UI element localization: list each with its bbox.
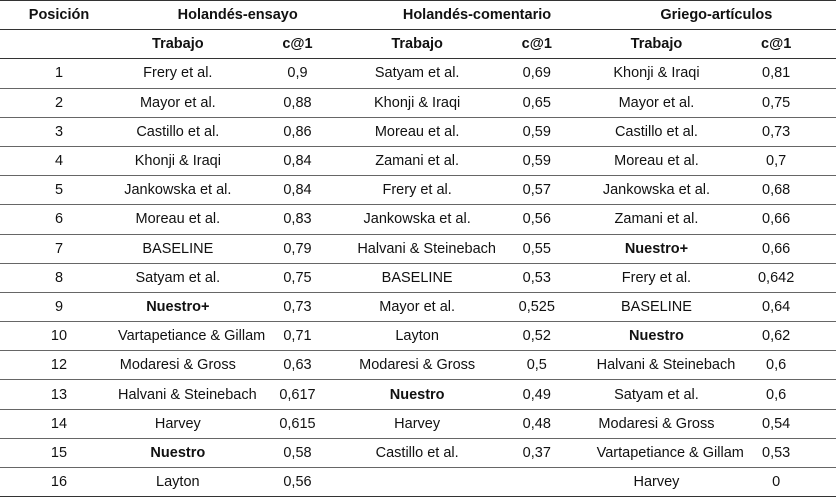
table-row bbox=[0, 263, 836, 292]
work-cell: Nuestro bbox=[118, 438, 238, 467]
position-cell: 4 bbox=[0, 146, 118, 175]
work-cell: Castillo et al. bbox=[597, 117, 717, 146]
position-cell: 16 bbox=[0, 468, 118, 497]
work-cell: Harvey bbox=[597, 468, 717, 497]
work-cell: Frery et al. bbox=[118, 59, 238, 88]
empty-header-cell bbox=[0, 30, 118, 59]
score-cell: 0,84 bbox=[238, 146, 358, 175]
work-cell: Mayor et al. bbox=[357, 292, 477, 321]
position-cell: 8 bbox=[0, 263, 118, 292]
score-cell: 0,73 bbox=[716, 117, 836, 146]
work-header: Trabajo bbox=[597, 30, 717, 59]
score-cell: 0,66 bbox=[716, 234, 836, 263]
score-header: c@1 bbox=[238, 30, 358, 59]
score-cell: 0,53 bbox=[716, 438, 836, 467]
score-cell: 0,37 bbox=[477, 438, 597, 467]
table-body bbox=[0, 59, 836, 497]
table-row bbox=[0, 351, 836, 380]
work-cell bbox=[357, 468, 477, 497]
score-cell bbox=[477, 468, 597, 497]
work-cell: Layton bbox=[118, 468, 238, 497]
work-cell: Zamani et al. bbox=[357, 146, 477, 175]
table-row bbox=[0, 468, 836, 497]
work-cell: Khonji & Iraqi bbox=[118, 146, 238, 175]
position-cell: 12 bbox=[0, 351, 118, 380]
position-cell: 10 bbox=[0, 322, 118, 351]
group-header-row bbox=[0, 1, 836, 30]
group-header-greek-articles: Griego-artículos bbox=[597, 1, 836, 30]
position-cell: 6 bbox=[0, 205, 118, 234]
work-cell: Satyam et al. bbox=[597, 380, 717, 409]
score-cell: 0,69 bbox=[477, 59, 597, 88]
table-row bbox=[0, 59, 836, 88]
score-cell: 0,71 bbox=[238, 322, 358, 351]
position-cell: 3 bbox=[0, 117, 118, 146]
score-cell: 0,83 bbox=[238, 205, 358, 234]
work-cell: Nuestro+ bbox=[597, 234, 717, 263]
score-cell: 0,54 bbox=[716, 409, 836, 438]
work-cell: Castillo et al. bbox=[118, 117, 238, 146]
work-cell: Moreau et al. bbox=[597, 146, 717, 175]
work-cell: Halvani & Steinebach bbox=[357, 234, 477, 263]
work-cell: Modaresi & Gross bbox=[597, 409, 717, 438]
table-row bbox=[0, 292, 836, 321]
score-cell: 0,57 bbox=[477, 176, 597, 205]
score-cell: 0,9 bbox=[238, 59, 358, 88]
work-cell: Jankowska et al. bbox=[597, 176, 717, 205]
score-cell: 0,48 bbox=[477, 409, 597, 438]
score-cell: 0,56 bbox=[477, 205, 597, 234]
sub-header-row bbox=[0, 30, 836, 59]
work-cell: Mayor et al. bbox=[118, 88, 238, 117]
score-cell: 0,642 bbox=[716, 263, 836, 292]
table-row bbox=[0, 88, 836, 117]
score-cell: 0,65 bbox=[477, 88, 597, 117]
group-header-dutch-review: Holandés-comentario bbox=[357, 1, 596, 30]
score-cell: 0,53 bbox=[477, 263, 597, 292]
work-cell: Nuestro bbox=[597, 322, 717, 351]
score-cell: 0,6 bbox=[716, 380, 836, 409]
table-row bbox=[0, 438, 836, 467]
table-row bbox=[0, 205, 836, 234]
work-cell: Nuestro bbox=[357, 380, 477, 409]
score-cell: 0,81 bbox=[716, 59, 836, 88]
position-cell: 15 bbox=[0, 438, 118, 467]
position-cell: 5 bbox=[0, 176, 118, 205]
work-cell: Modaresi & Gross bbox=[118, 351, 238, 380]
work-header: Trabajo bbox=[118, 30, 238, 59]
score-cell: 0,5 bbox=[477, 351, 597, 380]
work-cell: Satyam et al. bbox=[357, 59, 477, 88]
score-cell: 0,49 bbox=[477, 380, 597, 409]
work-cell: Vartapetiance & Gillam bbox=[597, 438, 717, 467]
work-cell: Zamani et al. bbox=[597, 205, 717, 234]
position-cell: 1 bbox=[0, 59, 118, 88]
work-cell: Layton bbox=[357, 322, 477, 351]
score-cell: 0,73 bbox=[238, 292, 358, 321]
table-row bbox=[0, 234, 836, 263]
work-cell: Harvey bbox=[118, 409, 238, 438]
work-cell: Jankowska et al. bbox=[357, 205, 477, 234]
score-cell: 0,617 bbox=[238, 380, 358, 409]
score-cell: 0,63 bbox=[238, 351, 358, 380]
table-row bbox=[0, 146, 836, 175]
work-cell: BASELINE bbox=[597, 292, 717, 321]
score-cell: 0,615 bbox=[238, 409, 358, 438]
score-cell: 0,56 bbox=[238, 468, 358, 497]
work-header: Trabajo bbox=[357, 30, 477, 59]
score-cell: 0,525 bbox=[477, 292, 597, 321]
score-cell: 0,7 bbox=[716, 146, 836, 175]
score-cell: 0,64 bbox=[716, 292, 836, 321]
work-cell: Mayor et al. bbox=[597, 88, 717, 117]
table-row bbox=[0, 322, 836, 351]
work-cell: Modaresi & Gross bbox=[357, 351, 477, 380]
score-cell: 0,66 bbox=[716, 205, 836, 234]
score-cell: 0,86 bbox=[238, 117, 358, 146]
score-cell: 0,55 bbox=[477, 234, 597, 263]
position-cell: 14 bbox=[0, 409, 118, 438]
score-cell: 0 bbox=[716, 468, 836, 497]
work-cell: BASELINE bbox=[357, 263, 477, 292]
score-cell: 0,79 bbox=[238, 234, 358, 263]
work-cell: Satyam et al. bbox=[118, 263, 238, 292]
position-cell: 9 bbox=[0, 292, 118, 321]
score-cell: 0,58 bbox=[238, 438, 358, 467]
table-row bbox=[0, 117, 836, 146]
work-cell: Halvani & Steinebach bbox=[597, 351, 717, 380]
work-cell: Khonji & Iraqi bbox=[597, 59, 717, 88]
score-cell: 0,59 bbox=[477, 146, 597, 175]
work-cell: Castillo et al. bbox=[357, 438, 477, 467]
table-row bbox=[0, 380, 836, 409]
work-cell: Nuestro+ bbox=[118, 292, 238, 321]
score-cell: 0,6 bbox=[716, 351, 836, 380]
position-cell: 7 bbox=[0, 234, 118, 263]
score-cell: 0,68 bbox=[716, 176, 836, 205]
work-cell: Moreau et al. bbox=[357, 117, 477, 146]
score-cell: 0,88 bbox=[238, 88, 358, 117]
work-cell: Harvey bbox=[357, 409, 477, 438]
work-cell: Vartapetiance & Gillam bbox=[118, 322, 238, 351]
score-cell: 0,59 bbox=[477, 117, 597, 146]
position-cell: 13 bbox=[0, 380, 118, 409]
score-header: c@1 bbox=[477, 30, 597, 59]
position-header: Posición bbox=[0, 1, 118, 30]
work-cell: Khonji & Iraqi bbox=[357, 88, 477, 117]
work-cell: Halvani & Steinebach bbox=[118, 380, 238, 409]
table-row bbox=[0, 176, 836, 205]
score-cell: 0,52 bbox=[477, 322, 597, 351]
group-header-dutch-essay: Holandés-ensayo bbox=[118, 1, 357, 30]
score-cell: 0,75 bbox=[716, 88, 836, 117]
table-row bbox=[0, 409, 836, 438]
score-cell: 0,84 bbox=[238, 176, 358, 205]
score-header: c@1 bbox=[716, 30, 836, 59]
position-cell: 2 bbox=[0, 88, 118, 117]
work-cell: Frery et al. bbox=[357, 176, 477, 205]
work-cell: Moreau et al. bbox=[118, 205, 238, 234]
work-cell: Jankowska et al. bbox=[118, 176, 238, 205]
score-cell: 0,75 bbox=[238, 263, 358, 292]
work-cell: Frery et al. bbox=[597, 263, 717, 292]
score-cell: 0,62 bbox=[716, 322, 836, 351]
work-cell: BASELINE bbox=[118, 234, 238, 263]
